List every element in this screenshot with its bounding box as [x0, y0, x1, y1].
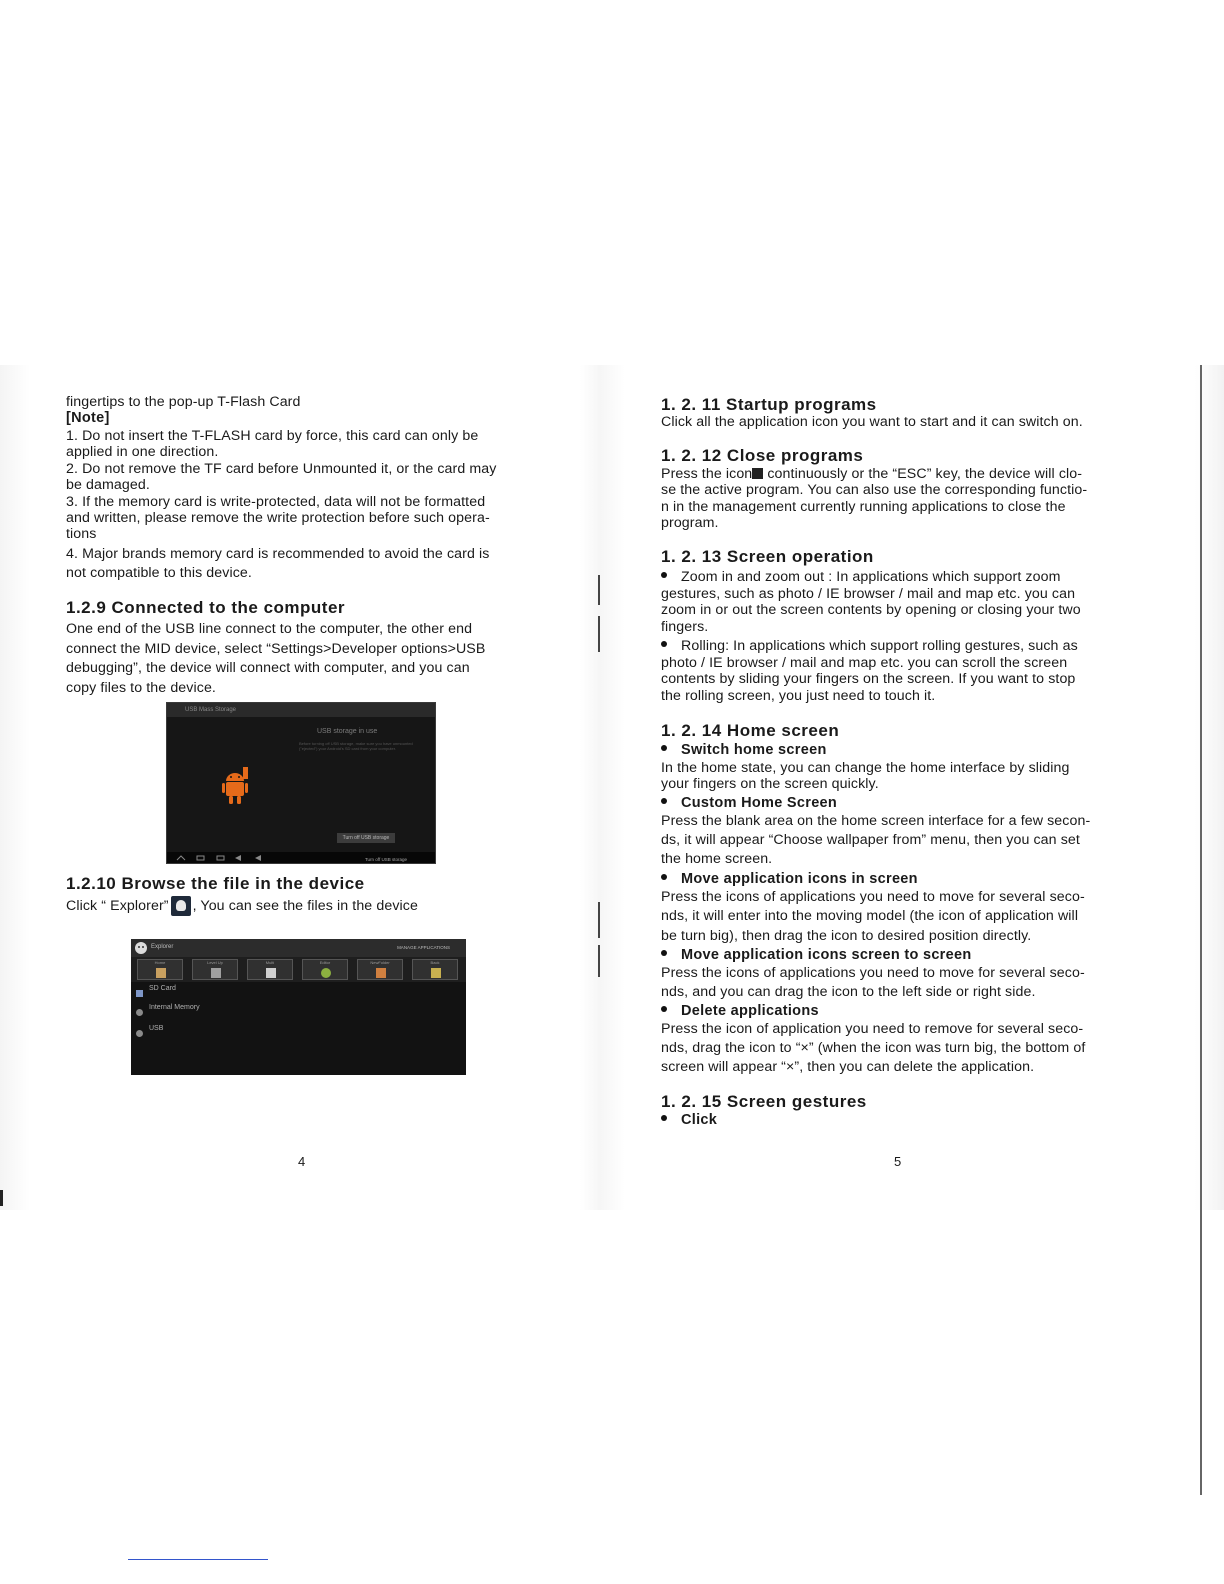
text-line: your fingers on the screen quickly.	[661, 776, 879, 792]
editor-icon	[321, 968, 331, 978]
bullet	[661, 874, 667, 880]
text-line: 4. Major brands memory card is recommended to avoid the card is	[66, 546, 490, 562]
internal-memory-icon	[136, 1009, 143, 1016]
explorer-screenshot	[131, 939, 466, 1075]
subheading-move-screen	[661, 947, 972, 963]
page-number-left: 4	[298, 1154, 306, 1169]
subheading-text: Click	[681, 1112, 718, 1128]
rolling-line	[661, 638, 1078, 654]
text-line: 1. Do not insert the T-FLASH card by force, this card can only be	[66, 428, 479, 444]
usb-message: USB storage in use	[317, 728, 378, 735]
usb-small-text: Before turning off USB storage, make sure you have unmounted ("ejected") your Android's SD card from your computer.	[299, 741, 413, 751]
subheading-text: Move application icons screen to screen	[681, 947, 972, 963]
new-folder-icon	[376, 968, 386, 978]
tool-label: Editor	[319, 960, 331, 965]
usb-title-bar	[167, 703, 435, 717]
tool-label: Back	[430, 960, 440, 965]
section-heading-1-2-9: 1.2.9 Connected to the computer	[66, 598, 346, 617]
manage-applications[interactable]: MANAGE APPLICATIONS	[397, 945, 450, 950]
text-line: Press the icon of application you need to remove for several seco-	[661, 1021, 1084, 1037]
text-line: In the home state, you can change the home interface by sliding	[661, 760, 1070, 776]
usb-nav-bar	[167, 852, 435, 863]
text-line: n in the management currently running applications to close the	[661, 499, 1066, 515]
close-line	[661, 466, 1082, 482]
list-item-sd-card[interactable]: SD Card	[149, 985, 176, 992]
browse-line-start: Click “ Explorer”	[66, 897, 169, 914]
text-line: copy files to the device.	[66, 680, 216, 696]
subheading-text: Delete applications	[681, 1003, 819, 1019]
subheading-delete	[661, 1003, 819, 1019]
text-line: fingers.	[661, 619, 709, 635]
section-heading-1-2-13: 1. 2. 13 Screen operation	[661, 547, 874, 566]
text-line: fingertips to the pop-up T-Flash Card	[66, 394, 301, 410]
text-line: gestures, such as photo / IE browser / mail and map etc. you can	[661, 586, 1076, 602]
explorer-toolbar	[131, 957, 466, 982]
usb-title: USB Mass Storage	[185, 707, 237, 713]
close-line-end: continuously or the “ESC” key, the device will clo-	[767, 466, 1083, 482]
rolling-line-text: Rolling: In applications which support rolling gestures, such as	[681, 638, 1078, 654]
list-item-internal-memory[interactable]: Internal Memory	[149, 1004, 200, 1011]
text-line: 3. If the memory card is write-protected, data will not be formatted	[66, 494, 486, 510]
explorer-icon	[171, 896, 191, 916]
text-line: se the active program. You can also use the corresponding functio-	[661, 482, 1088, 498]
text-line: photo / IE browser / mail and map etc. you can scroll the screen	[661, 655, 1068, 671]
level-up-icon	[211, 968, 221, 978]
subheading-move-icons	[661, 871, 918, 887]
scan-edge-line	[1200, 365, 1202, 1495]
text-line: Press the blank area on the home screen interface for a few secon-	[661, 813, 1091, 829]
bullet	[661, 798, 667, 804]
page-number-right: 5	[894, 1154, 902, 1169]
subheading-switch-home	[661, 742, 827, 758]
home-icon	[156, 968, 166, 978]
tool-editor[interactable]	[302, 959, 348, 980]
bullet	[661, 1115, 667, 1121]
subheading-text: Switch home screen	[681, 742, 827, 758]
text-line: contents by sliding your fingers on the screen. If you want to stop	[661, 671, 1076, 687]
usb-nav-text: Turn off USB storage	[364, 857, 407, 862]
tool-label: Level Up	[207, 960, 223, 965]
note-heading: [Note]	[66, 410, 110, 426]
tool-label: NewFolder	[370, 960, 390, 965]
text-line: and written, please remove the write protection before such opera-	[66, 510, 490, 526]
text-line: zoom in or out the screen contents by opening or closing your two	[661, 602, 1081, 618]
android-usb-icon	[221, 765, 251, 807]
text-line: Click all the application icon you want to start and it can switch on.	[661, 414, 1083, 430]
list-item-usb[interactable]: USB	[149, 1025, 164, 1032]
section-heading-1-2-14: 1. 2. 14 Home screen	[661, 721, 840, 740]
text-line: be damaged.	[66, 477, 150, 493]
bullet	[661, 745, 667, 751]
tool-back[interactable]	[412, 959, 458, 980]
margin-mark	[598, 945, 600, 977]
tool-multi[interactable]	[247, 959, 293, 980]
section-heading-1-2-11: 1. 2. 11 Startup programs	[661, 395, 877, 414]
turn-off-usb-button[interactable]: Turn off USB storage	[337, 833, 395, 843]
text-line: nds, and you can drag the icon to the left side or right side.	[661, 984, 1036, 1000]
tool-new-folder[interactable]	[357, 959, 403, 980]
text-line: ds, it will appear “Choose wallpaper from” menu, then you can set	[661, 832, 1080, 848]
bullet	[661, 641, 667, 647]
text-line: applied in one direction.	[66, 444, 219, 460]
text-line: program.	[661, 515, 719, 531]
zoom-line-text: Zoom in and zoom out : In applications which support zoom	[681, 569, 1061, 585]
text-line: debugging”, the device will connect with computer, and you can	[66, 660, 470, 676]
text-line: One end of the USB line connect to the computer, the other end	[66, 621, 473, 637]
text-line: connect the MID device, select “Settings>Developer options>USB	[66, 641, 486, 657]
bullet	[661, 572, 667, 578]
explorer-app-icon	[134, 941, 148, 955]
back-icon	[431, 968, 441, 978]
tool-level-up[interactable]	[192, 959, 238, 980]
sd-card-icon	[136, 990, 143, 997]
text-line: Press the icons of applications you need to move for several seco-	[661, 965, 1085, 981]
usb-icon	[136, 1030, 143, 1037]
section-heading-1-2-10: 1.2.10 Browse the file in the device	[66, 874, 365, 893]
scan-corner-mark	[0, 1190, 3, 1206]
text-line: Press the icons of applications you need to move for several seco-	[661, 889, 1085, 905]
margin-mark	[598, 575, 600, 605]
close-program-icon	[752, 468, 763, 479]
text-line: tions	[66, 526, 97, 542]
tool-home[interactable]	[137, 959, 183, 980]
text-line: the rolling screen, you just need to touch it.	[661, 688, 936, 704]
nav-icons	[175, 854, 265, 862]
multi-icon	[266, 968, 276, 978]
zoom-line	[661, 569, 1061, 585]
close-line-start: Press the icon	[661, 466, 753, 482]
tool-label: Multi	[265, 960, 275, 965]
margin-mark	[598, 616, 600, 652]
subheading-text: Custom Home Screen	[681, 795, 838, 811]
text-line: be turn big), then drag the icon to desired position directly.	[661, 928, 1032, 944]
subheading-text: Move application icons in screen	[681, 871, 918, 887]
explorer-top-bar	[131, 939, 466, 957]
text-line: nds, it will enter into the moving model (the icon of application will	[661, 908, 1079, 924]
text-line: not compatible to this device.	[66, 565, 252, 581]
browse-line	[66, 896, 418, 916]
margin-mark	[598, 902, 600, 938]
tool-label: Home	[154, 960, 166, 965]
bullet	[661, 1006, 667, 1012]
section-heading-1-2-12: 1. 2. 12 Close programs	[661, 446, 864, 465]
text-line: screen will appear “×”, then you can delete the application.	[661, 1059, 1035, 1075]
text-line: nds, drag the icon to “×” (when the icon was turn big, the bottom of	[661, 1040, 1086, 1056]
browse-line-end: , You can see the files in the device	[192, 897, 418, 914]
subheading-custom-home	[661, 795, 837, 811]
explorer-title: Explorer	[151, 944, 174, 950]
footer-link-line	[128, 1559, 268, 1560]
subheading-click	[661, 1112, 717, 1128]
text-line: the home screen.	[661, 851, 773, 867]
bullet	[661, 950, 667, 956]
section-heading-1-2-15: 1. 2. 15 Screen gestures	[661, 1092, 867, 1111]
text-line: 2. Do not remove the TF card before Unmounted it, or the card may	[66, 461, 497, 477]
usb-storage-screenshot	[166, 702, 436, 864]
